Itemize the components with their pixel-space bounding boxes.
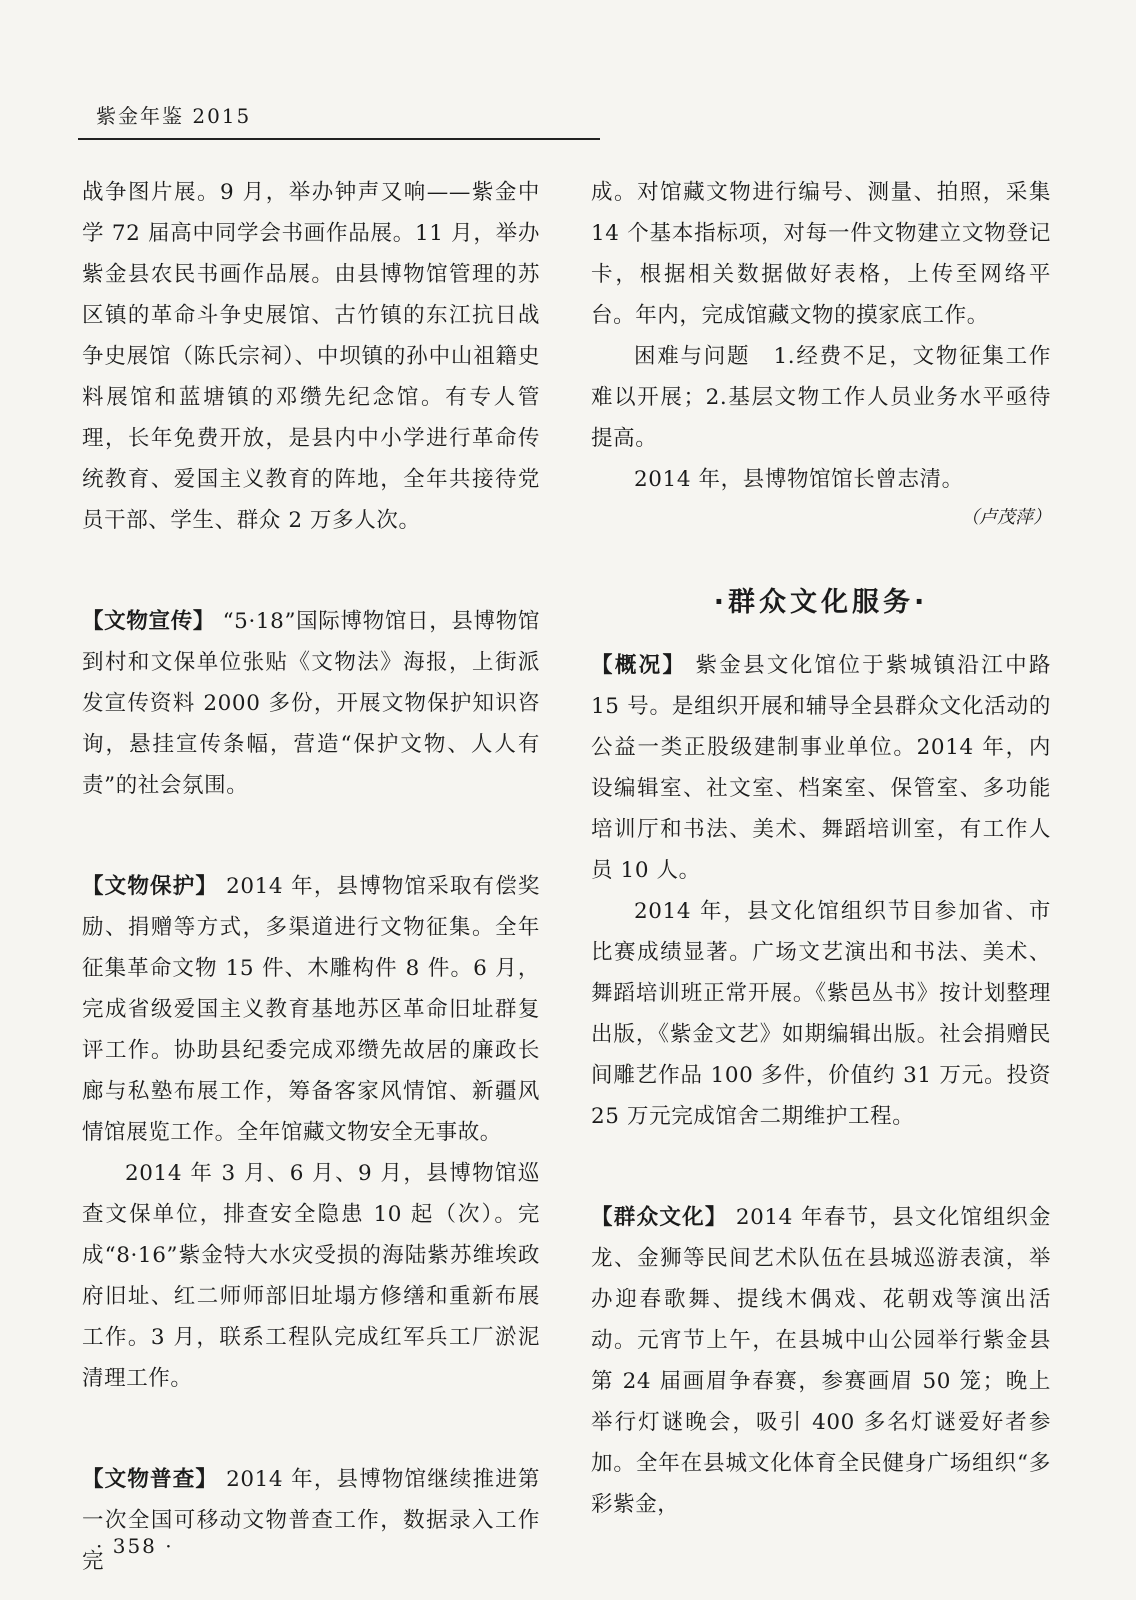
paragraph-protection bbox=[82, 866, 540, 1153]
section-label-publicity: 【文物宣传】 bbox=[82, 609, 216, 634]
section-label-census: 【文物普查】 bbox=[82, 1467, 219, 1492]
section-label-protection: 【文物保护】 bbox=[82, 874, 219, 899]
running-header: 紫金年鉴 2015 bbox=[96, 104, 252, 128]
paragraph-exhibitions: 战争图片展。9 月，举办钟声又响——紫金中学 72 届高中同学会书画作品展。11 月，举办紫金县农民书画作品展。由县博物馆管理的苏区镇的革命斗争史展馆、古竹镇的东江抗日战争史展馆（陈氏宗祠）、中坝镇的孙中山祖籍史料展馆和蓝塘镇的邓缵先纪念馆。有专人管理，长年免费开放，是县内中小学进行革命传统教育、爱国主义教育的阵地，全年共接待党员干部、学生、群众 2 万多人次。 bbox=[82, 180, 540, 533]
mass-culture-text: 2014 年春节，县文化馆组织金龙、金狮等民间艺术队伍在县城巡游表演，举办迎春歌舞、提线木偶戏、花朝戏等演出活动。元宵节上午，在县城中山公园举行紫金县第 24 届画眉争春赛，参赛画眉 50 笼；晚上举行灯谜晚会，吸引 400 多名灯谜爱好者参加。全年在县城文化体育全民健身广场组织“多彩紫金， bbox=[591, 1205, 1051, 1517]
section-label-mass-culture: 【群众文化】 bbox=[591, 1205, 728, 1230]
section-title: ·群众文化服务· bbox=[713, 587, 929, 618]
page-number: · 358 · bbox=[96, 1534, 174, 1558]
problems-label: 困难与问题 bbox=[634, 344, 751, 369]
section-label-overview: 【概况】 bbox=[591, 653, 687, 678]
census-text: 2014 年，县博物馆继续推进第一次全国可移动文物普查工作，数据录入工作完 bbox=[82, 1467, 541, 1574]
left-column bbox=[82, 172, 540, 1582]
author-signature: （卢茂萍） bbox=[961, 507, 1051, 528]
paragraph-census-continued: 成。对馆藏文物进行编号、测量、拍照，采集 14 个基本指标项，对每一件文物建立文物登记卡，根据相关数据做好表格，上传至网络平台。年内，完成馆藏文物的摸家底工作。 bbox=[591, 180, 1051, 328]
paragraph-overview bbox=[591, 645, 1051, 891]
overview-text: 紫金县文化馆位于紫城镇沿江中路 15 号。是组织开展和辅导全县群众文化活动的公益一类正股级建制事业单位。2014 年，内设编辑室、社文室、档案室、保管室、多功能培训厅和书法、美术、舞蹈培训室，有工作人员 10 人。 bbox=[591, 653, 1051, 883]
problems-text: 1.经费不足，文物征集工作难以开展；2.基层文物工作人员业务水平亟待提高。 bbox=[591, 344, 1051, 451]
paragraph-problems bbox=[591, 336, 1051, 459]
paragraph-director: 2014 年，县博物馆馆长曾志清。 bbox=[634, 467, 964, 492]
paragraph-inspection: 2014 年 3 月、6 月、9 月，县博物馆巡查文保单位，排查安全隐患 10 起（次）。完成“8·16”紫金特大水灾受损的海陆紫苏维埃政府旧址、红二师师部旧址塌方修缮和重新布展工作。3 月，联系工程队完成红军兵工厂淤泥清理工作。 bbox=[82, 1161, 540, 1391]
header-rule bbox=[78, 138, 600, 140]
publicity-text: “5·18”国际博物馆日，县博物馆到村和文保单位张贴《文物法》海报，上街派发宣传资料 2000 多份，开展文物保护知识咨询，悬挂宣传条幅，营造“保护文物、人人有责”的社会氛围。 bbox=[82, 609, 540, 798]
protection-text: 2014 年，县博物馆采取有偿奖励、捐赠等方式，多渠道进行文物征集。全年征集革命文物 15 件、木雕构件 8 件。6 月，完成省级爱国主义教育基地苏区革命旧址群复评工作。协助县纪委完成邓缵先故居的廉政长廊与私塾布展工作，筹备客家风情馆、新疆风情馆展览工作。全年馆藏文物安全无事故。 bbox=[82, 874, 541, 1145]
paragraph-publicity bbox=[82, 601, 540, 806]
paragraph-achievements: 2014 年，县文化馆组织节目参加省、市比赛成绩显著。广场文艺演出和书法、美术、舞蹈培训班正常开展。《紫邑丛书》按计划整理出版，《紫金文艺》如期编辑出版。社会捐赠民间雕艺作品 100 多件，价值约 31 万元。投资 25 万元完成馆舍二期维护工程。 bbox=[591, 899, 1051, 1129]
paragraph-mass-culture bbox=[591, 1197, 1051, 1525]
right-column bbox=[591, 172, 1051, 1525]
paragraph-census bbox=[82, 1459, 540, 1582]
